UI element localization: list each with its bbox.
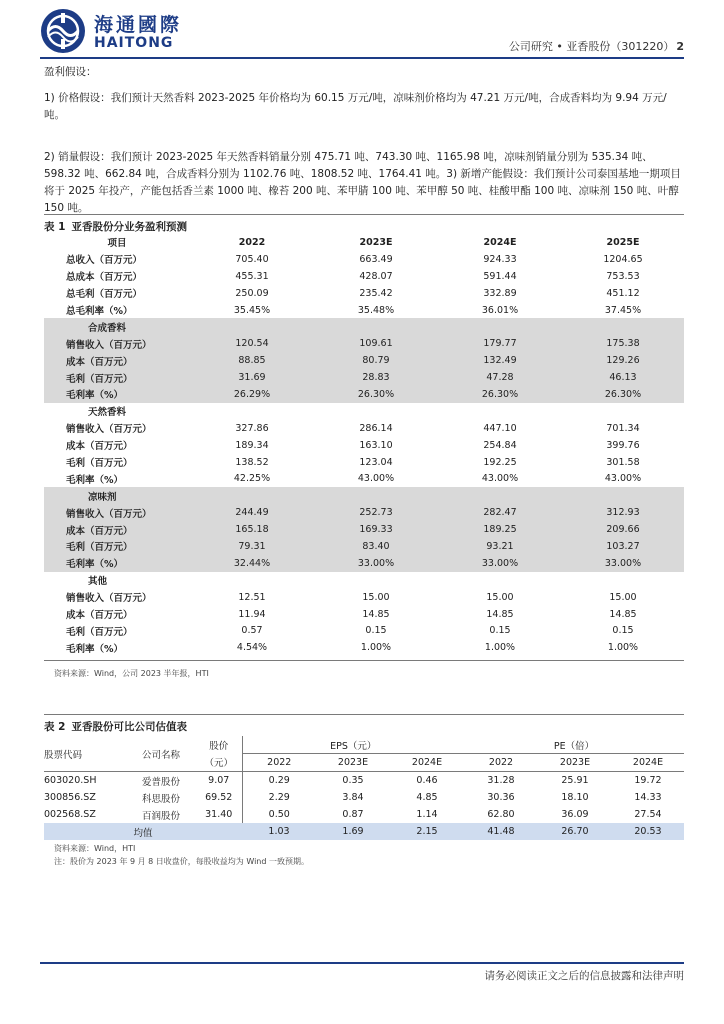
haitong-logo-icon xyxy=(40,8,86,54)
table1-row xyxy=(44,251,684,268)
page-header xyxy=(40,8,684,60)
table1-cell: 179.77 xyxy=(438,335,562,352)
table1-cell: 327.86 xyxy=(235,422,269,434)
table1-cell: 36.01% xyxy=(481,304,519,316)
table1-cell: 15.00 xyxy=(609,591,637,603)
table1-row xyxy=(44,335,684,352)
table1-cell: 47.28 xyxy=(438,369,562,386)
table1-cell: 14.85 xyxy=(362,608,390,620)
table1-row xyxy=(44,285,684,302)
table1-cell: 0.15 xyxy=(365,625,387,637)
table1-col-2022: 2022 xyxy=(238,236,266,248)
table1-row xyxy=(44,403,684,420)
table2-cell: 4.85 xyxy=(416,792,438,803)
table1-row xyxy=(44,420,684,437)
table2-year: 2023E xyxy=(337,757,369,768)
table1-cell xyxy=(190,487,314,504)
table1-cell: 1.00% xyxy=(484,642,516,654)
table2-stock-code: 300856.SZ xyxy=(44,792,96,803)
table1-cell: 0.15 xyxy=(489,625,511,637)
table2-year: 2022 xyxy=(242,754,316,772)
table1-row xyxy=(44,589,684,606)
table2-cell: 0.46 xyxy=(390,772,464,790)
table1-cell xyxy=(314,572,438,589)
logo-chinese-text: 海通國際 xyxy=(94,14,183,36)
table2-cell: 62.80 xyxy=(487,809,515,820)
table1-cell: 701.34 xyxy=(606,422,640,434)
table1-cell: 447.10 xyxy=(483,422,517,434)
table2-cell: 20.53 xyxy=(612,823,684,840)
table1-row-label: 毛利（百万元） xyxy=(66,458,133,470)
table1-row xyxy=(44,606,684,623)
table1-cell xyxy=(438,318,562,335)
table2-cell: 14.33 xyxy=(634,792,662,803)
table1-number: 表 1 xyxy=(44,221,66,233)
table1-row-label: 毛利率（%） xyxy=(44,555,190,572)
table1-cell: 175.38 xyxy=(562,335,684,352)
table1-cell: 163.10 xyxy=(359,439,393,451)
table1-cell: 26.29% xyxy=(190,386,314,403)
table2-cell: 2.29 xyxy=(242,789,316,806)
table1-cell xyxy=(314,318,438,335)
report-title: 公司研究 • 亚香股份（301220） xyxy=(508,40,675,53)
table1-row-label: 总毛利率（%） xyxy=(66,306,133,317)
table1-cell: 924.33 xyxy=(483,253,517,265)
table1-cell: 250.09 xyxy=(235,287,269,299)
table2-cell: 31.28 xyxy=(464,772,538,790)
table2-header-row-1 xyxy=(44,736,684,754)
table2-notes xyxy=(54,842,309,868)
table1-cell xyxy=(314,487,438,504)
table1-row-label: 成本（百万元） xyxy=(66,610,133,622)
table1-cell xyxy=(562,403,684,420)
table2-note: 注：股价为 2023 年 9 月 8 日收盘价，每股收益均为 Wind 一致预期。 xyxy=(54,857,309,866)
table1-row xyxy=(44,369,684,386)
table2-cell: 1.03 xyxy=(242,823,316,840)
table2-cell: 30.36 xyxy=(487,792,515,803)
table1-row xyxy=(44,318,684,335)
table2-source: 资料来源：Wind，HTI xyxy=(54,844,136,853)
table1-cell: 28.83 xyxy=(314,369,438,386)
table1-row xyxy=(44,302,684,319)
table1-cell: 591.44 xyxy=(483,270,517,282)
table1-row-label: 销售收入（百万元） xyxy=(44,335,190,352)
table2-row xyxy=(44,772,684,790)
price-assumption-paragraph: 1) 价格假设：我们预计天然香料 2023-2025 年价格均为 60.15 万元/吨，凉味剂价格均为 47.21 万元/吨，合成香料均为 9.94 万元/吨。 xyxy=(44,92,667,121)
table2-cell: 36.09 xyxy=(561,809,589,820)
table1-cell xyxy=(438,572,562,589)
table1-bottom-rule xyxy=(44,660,684,661)
table1-cell: 33.00% xyxy=(438,555,562,572)
table1-row-label: 毛利（百万元） xyxy=(66,626,133,638)
table1-row xyxy=(44,437,684,454)
footer-divider xyxy=(40,962,684,964)
table1-cell: 0.15 xyxy=(612,625,634,637)
table1-row-label: 毛利（百万元） xyxy=(44,369,190,386)
table2-cell: 26.70 xyxy=(538,823,612,840)
table1-col-2023e: 2023E xyxy=(359,236,393,248)
table1-cell: 43.00% xyxy=(604,473,642,485)
table1-cell: 35.45% xyxy=(233,304,271,316)
assumptions-heading: 盈利假设： xyxy=(44,66,97,78)
table2-average-label: 均值 xyxy=(44,823,242,840)
header-divider xyxy=(40,57,684,59)
table1-cell: 705.40 xyxy=(235,253,269,265)
table1-row xyxy=(44,572,684,589)
table1-row-label: 销售收入（百万元） xyxy=(66,424,152,436)
table2-head-code: 股票代码 xyxy=(44,749,83,761)
table1-cell: 254.84 xyxy=(483,439,517,451)
table1-cell: 1204.65 xyxy=(603,253,643,265)
table1-cell: 11.94 xyxy=(238,608,266,620)
table2-row xyxy=(44,806,684,823)
table2-cell: 18.10 xyxy=(561,792,589,803)
table1-row xyxy=(44,538,684,555)
table1-cell: 14.85 xyxy=(609,608,637,620)
logo-english-text: HAITONG xyxy=(94,35,174,51)
table1-source: 资料来源：Wind，公司 2023 半年报，HTI xyxy=(54,669,209,678)
table1-segment-label: 其他 xyxy=(88,576,108,588)
table2-title-text: 亚香股份可比公司估值表 xyxy=(71,721,187,733)
table2-year: 2024E xyxy=(411,757,443,768)
table1-row xyxy=(44,555,684,572)
table2-stock-price: 31.40 xyxy=(205,809,233,820)
table1-cell: 103.27 xyxy=(562,538,684,555)
valuation-comparison-table xyxy=(44,736,684,840)
table1-title xyxy=(44,214,684,233)
table1-row-label: 总成本（百万元） xyxy=(66,272,143,284)
table1-cell: 79.31 xyxy=(190,538,314,555)
table1-row-label: 总收入（百万元） xyxy=(66,255,143,267)
table2-head-price-unit: （元） xyxy=(204,758,233,770)
table1-cell: 189.25 xyxy=(438,521,562,538)
table2-head-pe: PE（倍） xyxy=(464,736,684,754)
table1-row-label: 毛利率（%） xyxy=(44,386,190,403)
table2-head-name: 公司名称 xyxy=(141,749,180,761)
table1-cell: 26.30% xyxy=(562,386,684,403)
table1-cell: 14.85 xyxy=(486,608,514,620)
table1-cell xyxy=(438,403,562,420)
table1-cell: 129.26 xyxy=(562,352,684,369)
table1-row-label: 总毛利（百万元） xyxy=(66,289,143,301)
table1-row-label: 销售收入（百万元） xyxy=(44,504,190,521)
table1-cell: 286.14 xyxy=(359,422,393,434)
table1-cell: 301.58 xyxy=(606,456,640,468)
table1-cell xyxy=(190,403,314,420)
table1-cell: 43.00% xyxy=(357,473,395,485)
table2-head-price: 股价 xyxy=(209,740,229,752)
table1-cell: 123.04 xyxy=(359,456,393,468)
table2-number: 表 2 xyxy=(44,721,66,733)
table1-row xyxy=(44,268,684,285)
table2-company-name: 爱普股份 xyxy=(126,772,196,790)
table1-cell: 235.42 xyxy=(359,287,393,299)
table1-cell: 80.79 xyxy=(314,352,438,369)
table2-company-name: 科思股份 xyxy=(141,793,180,805)
table2-year: 2023E xyxy=(559,757,591,768)
table1-cell: 93.21 xyxy=(438,538,562,555)
table1-cell: 282.47 xyxy=(438,504,562,521)
table1-row-label: 毛利率（%） xyxy=(66,643,124,655)
table1-cell: 165.18 xyxy=(190,521,314,538)
table1-cell: 26.30% xyxy=(438,386,562,403)
table2-average-row xyxy=(44,823,684,840)
table1-row xyxy=(44,622,684,639)
table1-cell: 138.52 xyxy=(235,456,269,468)
table1-cell xyxy=(314,403,438,420)
table1-cell: 42.25% xyxy=(233,473,271,485)
table1-row xyxy=(44,352,684,369)
table1-cell: 0.57 xyxy=(241,625,263,637)
table1-segment-label: 天然香料 xyxy=(88,407,127,419)
table2-year: 2022 xyxy=(488,757,514,768)
table1-cell: 15.00 xyxy=(486,591,514,603)
table1-cell: 31.69 xyxy=(190,369,314,386)
profit-forecast-table xyxy=(44,234,684,656)
table2-cell: 41.48 xyxy=(464,823,538,840)
table2-company-name: 百润股份 xyxy=(141,810,180,822)
table1-cell: 451.12 xyxy=(606,287,640,299)
table2-cell: 2.15 xyxy=(390,823,464,840)
table2-row xyxy=(44,789,684,806)
table1-cell: 33.00% xyxy=(562,555,684,572)
table1-segment-label: 合成香料 xyxy=(44,318,190,335)
table1-cell xyxy=(562,572,684,589)
table1-cell: 109.61 xyxy=(314,335,438,352)
table2-stock-price: 9.07 xyxy=(196,772,242,790)
table1-cell: 35.48% xyxy=(357,304,395,316)
table2-cell: 0.29 xyxy=(242,772,316,790)
table1-cell: 32.44% xyxy=(190,555,314,572)
table1-cell: 399.76 xyxy=(606,439,640,451)
table1-row-label: 销售收入（百万元） xyxy=(66,593,152,605)
table2-stock-code: 002568.SZ xyxy=(44,809,96,820)
table1-col-item: 项目 xyxy=(107,238,127,250)
table1-row-label: 成本（百万元） xyxy=(44,521,190,538)
volume-assumption-paragraph: 2) 销量假设：我们预计 2023-2025 年天然香料销量分别 475.71 吨、743.30 吨、1165.98 吨，凉味剂销量分别为 535.34 吨、598.32 吨、662.84 吨，合成香料分别为 1102.76 吨、1808.52 吨、1764.41 吨。3) 新增产能假设：我们预计公司泰国基地一期项目将于 2025 年投产，产能包括香兰素 1000 吨、橡苔 200 吨、苯甲腈 100 吨、苯甲醇 50 吨、桂酸甲酯 100 吨、凉味剂 150 吨、叶醇 150 吨。 xyxy=(44,151,681,214)
table1-row-label: 毛利率（%） xyxy=(66,474,124,486)
table2-cell: 19.72 xyxy=(612,772,684,790)
table1-cell: 33.00% xyxy=(314,555,438,572)
table2-year: 2024E xyxy=(632,757,664,768)
table2-stock-price: 69.52 xyxy=(205,792,233,803)
table1-cell: 312.93 xyxy=(562,504,684,521)
table1-cell: 15.00 xyxy=(362,591,390,603)
table1-cell: 252.73 xyxy=(314,504,438,521)
report-label xyxy=(509,38,684,54)
table1-cell: 332.89 xyxy=(483,287,517,299)
table1-cell xyxy=(190,572,314,589)
table2-cell: 0.87 xyxy=(342,809,364,820)
table1-row-label: 成本（百万元） xyxy=(66,441,133,453)
table1-cell: 120.54 xyxy=(190,335,314,352)
table1-cell: 88.85 xyxy=(190,352,314,369)
table1-cell: 1.00% xyxy=(607,642,639,654)
table1-row xyxy=(44,487,684,504)
table1-cell: 26.30% xyxy=(314,386,438,403)
table2-cell: 27.54 xyxy=(634,809,662,820)
table2-stock-code: 603020.SH xyxy=(44,772,126,790)
table1-cell: 37.45% xyxy=(604,304,642,316)
page-number: 2 xyxy=(676,40,684,53)
table1-row xyxy=(44,470,684,487)
table1-cell: 192.25 xyxy=(483,456,517,468)
table1-title-text: 亚香股份分业务盈利预测 xyxy=(71,221,187,233)
table1-row xyxy=(44,521,684,538)
table1-row-label: 成本（百万元） xyxy=(44,352,190,369)
table1-col-2025e: 2025E xyxy=(606,236,640,248)
table1-cell: 4.54% xyxy=(236,642,268,654)
table1-cell: 169.33 xyxy=(314,521,438,538)
table1-cell xyxy=(562,318,684,335)
table1-cell: 43.00% xyxy=(481,473,519,485)
footer-disclaimer: 请务必阅读正文之后的信息披露和法律声明 xyxy=(484,970,684,982)
table1-row xyxy=(44,504,684,521)
table1-row xyxy=(44,639,684,656)
table2-title xyxy=(44,714,684,733)
table2-cell: 3.84 xyxy=(342,792,364,803)
table1-cell: 455.31 xyxy=(235,270,269,282)
table1-cell xyxy=(438,487,562,504)
table2-cell: 25.91 xyxy=(538,772,612,790)
table1-cell: 753.53 xyxy=(606,270,640,282)
table2-cell: 0.35 xyxy=(316,772,390,790)
table1-cell: 244.49 xyxy=(190,504,314,521)
table2-head-eps: EPS（元） xyxy=(242,736,464,754)
table1-cell xyxy=(190,318,314,335)
table1-segment-label: 凉味剂 xyxy=(44,487,190,504)
table1-row-label: 毛利（百万元） xyxy=(44,538,190,555)
table2-cell: 1.14 xyxy=(416,809,438,820)
table1-cell: 189.34 xyxy=(235,439,269,451)
table1-row xyxy=(44,386,684,403)
table2-cell: 0.50 xyxy=(242,806,316,823)
table1-cell: 663.49 xyxy=(359,253,393,265)
table1-cell: 83.40 xyxy=(314,538,438,555)
table1-cell: 428.07 xyxy=(359,270,393,282)
table2-cell: 1.69 xyxy=(316,823,390,840)
table1-cell: 1.00% xyxy=(360,642,392,654)
table1-header-row xyxy=(44,234,684,251)
table1-cell: 209.66 xyxy=(562,521,684,538)
table1-row xyxy=(44,454,684,471)
table1-col-2024e: 2024E xyxy=(483,236,517,248)
table1-cell: 132.49 xyxy=(438,352,562,369)
table1-cell: 12.51 xyxy=(238,591,266,603)
table1-cell: 46.13 xyxy=(562,369,684,386)
table1-cell xyxy=(562,487,684,504)
